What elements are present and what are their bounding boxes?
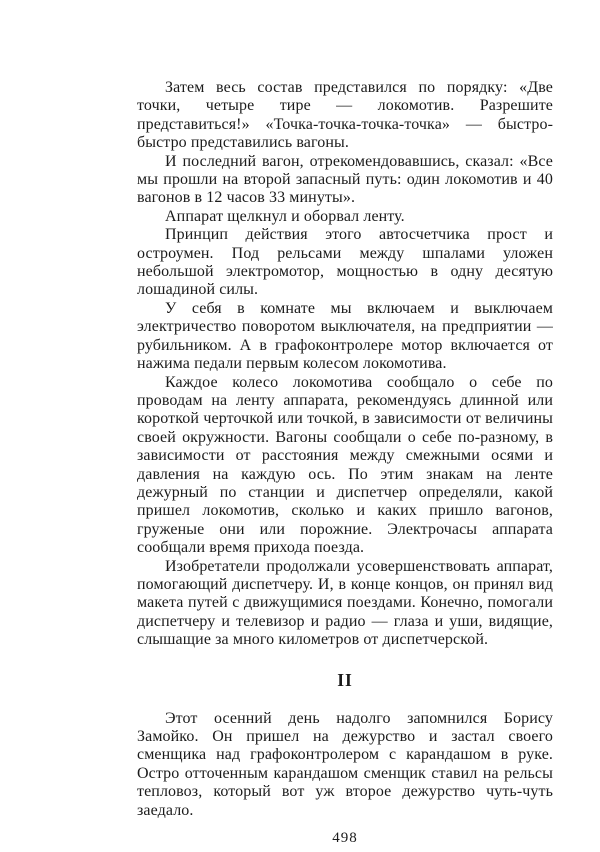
page-number: 498 <box>332 830 358 847</box>
section-heading: II <box>337 669 353 690</box>
paragraph: Каждое колесо локомотива сообщало о себе по проводам на ленту аппарата, рекомендуясь длинной или короткой черточкой или точкой, в зависимости от величины своей окружности. Вагоны сообщали о себе по-разному, в зависимости от расстояния между смежными осями и давления на каждую ось. По этим знакам на ленте дежурный по станции и диспетчер определяли, какой пришел локомотив, сколько и каких пришло вагонов, груженые они или порожние. Электрочасы аппарата сообщали время прихода поезда. <box>137 373 553 557</box>
paragraph: Затем весь состав представился по порядку: «Две точки, четыре тире — локомотив. Разрешите представиться!» «Точка-точка-точка-точка» — быстро-быстро представились вагоны. <box>137 79 553 152</box>
paragraph: Этот осенний день надолго запомнился Борису Замойко. Он пришел на дежурство и застал своего сменщика над графоконтролером с карандашом в руке. Остро отточенным карандашом сменщик ставил на рельсы тепловоз, который вот уж второе дежурство чуть-чуть заедало. <box>137 709 553 819</box>
paragraph: Изобретатели продолжали усовершенствовать аппарат, помогающий диспетчеру. И, в конце концов, он принял вид макета путей с движущимися поездами. Конечно, помогали диспетчеру и телевизор и радио — глаза и уши, видящие, слышащие за много километров от диспетчерской. <box>137 557 553 649</box>
paragraph: У себя в комнате мы включаем и выключаем электричество поворотом выключателя, на предприятии — рубильником. А в графоконтролере мотор включается от нажима педали первым колесом локомотива. <box>137 299 553 373</box>
paragraph: Принцип действия этого автосчетчика прост и остроумен. Под рельсами между шпалами уложен небольшой электромотор, мощностью в одну десятую лошадиной силы. <box>137 226 553 299</box>
paragraph: Аппарат щелкнул и оборвал ленту. <box>165 207 405 225</box>
text-block <box>137 79 553 820</box>
paragraph: И последний вагон, отрекомендовавшись, сказал: «Все мы прошли на второй запасный путь: один локомотив и 40 вагонов в 12 часов 33 минуты». <box>137 152 553 207</box>
